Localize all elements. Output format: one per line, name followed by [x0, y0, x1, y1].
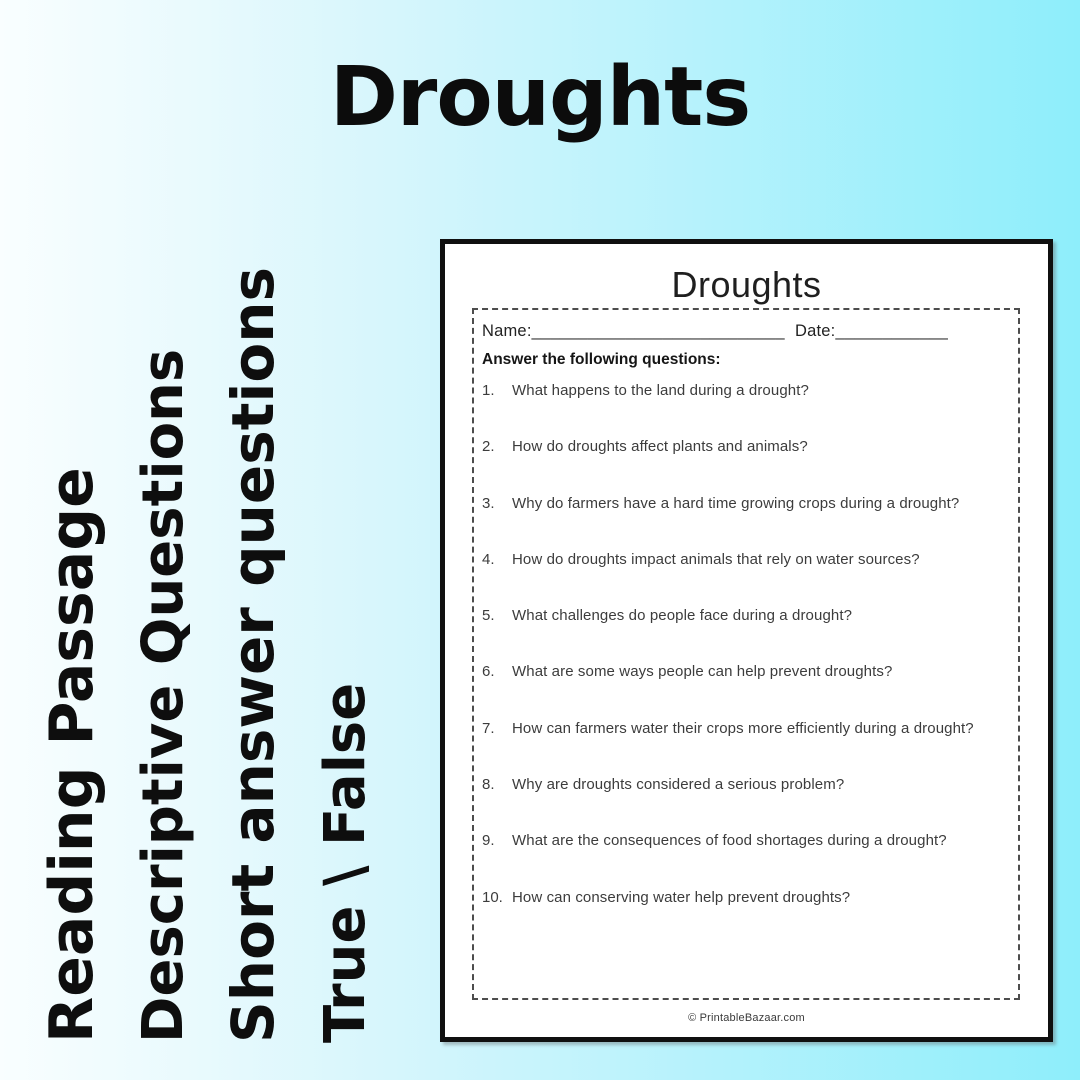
- question-text: How do droughts affect plants and animals?: [512, 438, 808, 456]
- side-label-true-false: True \ False: [313, 682, 378, 1043]
- worksheet-body: [472, 308, 1020, 1000]
- page-title: Droughts: [329, 50, 751, 145]
- question-item: [482, 438, 1010, 494]
- date-blank-line: ____________: [835, 322, 948, 340]
- questions-list: [482, 382, 1010, 945]
- question-item: [482, 607, 1010, 663]
- question-item: [482, 551, 1010, 607]
- name-field: [482, 322, 785, 341]
- date-label: Date:: [795, 322, 836, 340]
- question-item: [482, 889, 1010, 945]
- question-number: 4.: [482, 550, 495, 568]
- question-item: [482, 495, 1010, 551]
- side-label-reading-passage: Reading Passage: [37, 467, 107, 1043]
- question-number: 6.: [482, 663, 495, 681]
- name-blank-line: ___________________________: [531, 322, 785, 340]
- question-number: 9.: [482, 832, 495, 850]
- question-item: [482, 382, 1010, 438]
- question-number: 10.: [482, 888, 503, 906]
- question-text: How do droughts impact animals that rely on water sources?: [512, 550, 920, 568]
- question-number: 1.: [482, 382, 495, 399]
- date-field: [795, 322, 948, 341]
- question-item: [482, 832, 1010, 888]
- question-number: 7.: [482, 719, 495, 737]
- question-text: What are the consequences of food shortages during a drought?: [512, 832, 947, 850]
- question-text: What happens to the land during a drought?: [512, 382, 809, 399]
- worksheet-title: Droughts: [671, 264, 822, 305]
- question-text: Why are droughts considered a serious problem?: [512, 776, 845, 794]
- side-label-short-answer-questions: Short answer questions: [219, 266, 287, 1043]
- question-text: How can farmers water their crops more efficiently during a drought?: [512, 719, 974, 737]
- question-number: 3.: [482, 494, 495, 512]
- side-label-descriptive-questions: Descriptive Questions: [131, 348, 196, 1043]
- question-number: 8.: [482, 776, 495, 794]
- question-item: [482, 720, 1010, 776]
- question-item: [482, 776, 1010, 832]
- question-text: What are some ways people can help prevent droughts?: [512, 663, 893, 681]
- question-number: 5.: [482, 607, 495, 625]
- instructions-heading: Answer the following questions:: [482, 351, 721, 368]
- question-item: [482, 663, 1010, 719]
- question-text: How can conserving water help prevent droughts?: [512, 888, 851, 906]
- worksheet-page: [440, 239, 1053, 1042]
- name-label: Name:: [482, 322, 532, 340]
- question-text: Why do farmers have a hard time growing crops during a drought?: [512, 494, 960, 512]
- copyright-footer: © PrintableBazaar.com: [688, 1012, 805, 1024]
- question-number: 2.: [482, 438, 495, 456]
- question-text: What challenges do people face during a drought?: [512, 607, 853, 625]
- name-date-row: [482, 322, 1010, 341]
